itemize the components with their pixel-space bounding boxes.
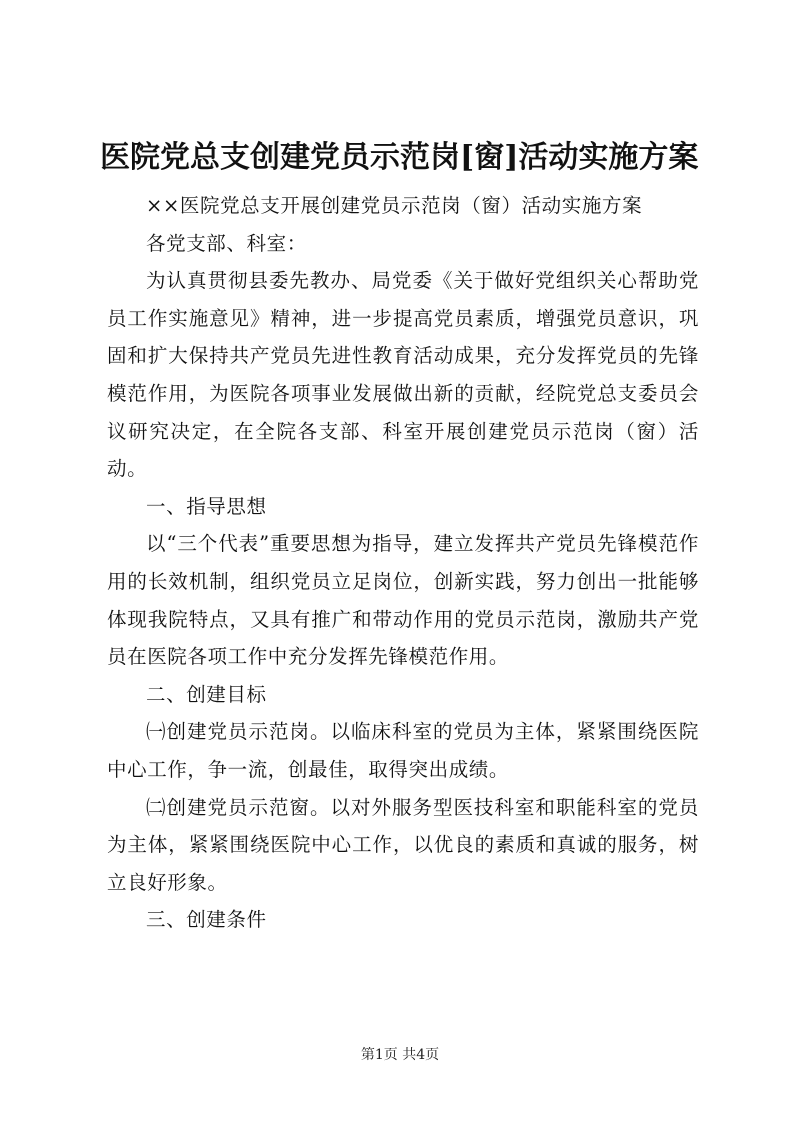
section-heading-conditions: 三、创建条件 [146, 908, 267, 932]
goal-item-2-paragraph: ㈡创建党员示范窗。以对外服务型医技科室和职能科室的党员为主体，紧紧围绕医院中心工作，以优良的素质和真诚的服务，树立良好形象。 [107, 795, 699, 894]
section-heading-guiding-thought: 一、指导思想 [146, 494, 267, 518]
intro-paragraph: 为认真贯彻县委先教办、局党委《关于做好党组织关心帮助党员工作实施意见》精神，进一步提高党员素质，增强党员意识，巩固和扩大保持共产党员先进性教育活动成果，充分发挥党员的先锋模范作用，为医院各项事业发展做出新的贡献，经院党总支委员会议研究决定，在全院各支部、科室开展创建党员示范岗（窗）活动。 [107, 269, 699, 481]
guiding-thought-paragraph: 以“三个代表”重要思想为指导，建立发挥共产党员先锋模范作用的长效机制，组织党员立足岗位，创新实践，努力创出一批能够体现我院特点，又具有推广和带动作用的党员示范岗，激励共产党员在医院各项工作中充分发挥先锋模范作用。 [107, 532, 699, 669]
page-footer: 第1页 共4页 [360, 1047, 440, 1063]
document-subtitle-paragraph: ××医院党总支开展创建党员示范岗（窗）活动实施方案 [146, 194, 643, 217]
goal-item-1-paragraph: ㈠创建党员示范岗。以临床科室的党员为主体，紧紧围绕医院中心工作，争一流，创最佳，取得突出成绩。 [107, 720, 699, 781]
section-heading-goals: 二、创建目标 [146, 682, 267, 706]
document-title: 医院党总支创建党员示范岗[窗]活动实施方案 [100, 140, 699, 175]
document-body [107, 187, 699, 939]
salutation-paragraph: 各党支部、科室： [146, 231, 307, 255]
